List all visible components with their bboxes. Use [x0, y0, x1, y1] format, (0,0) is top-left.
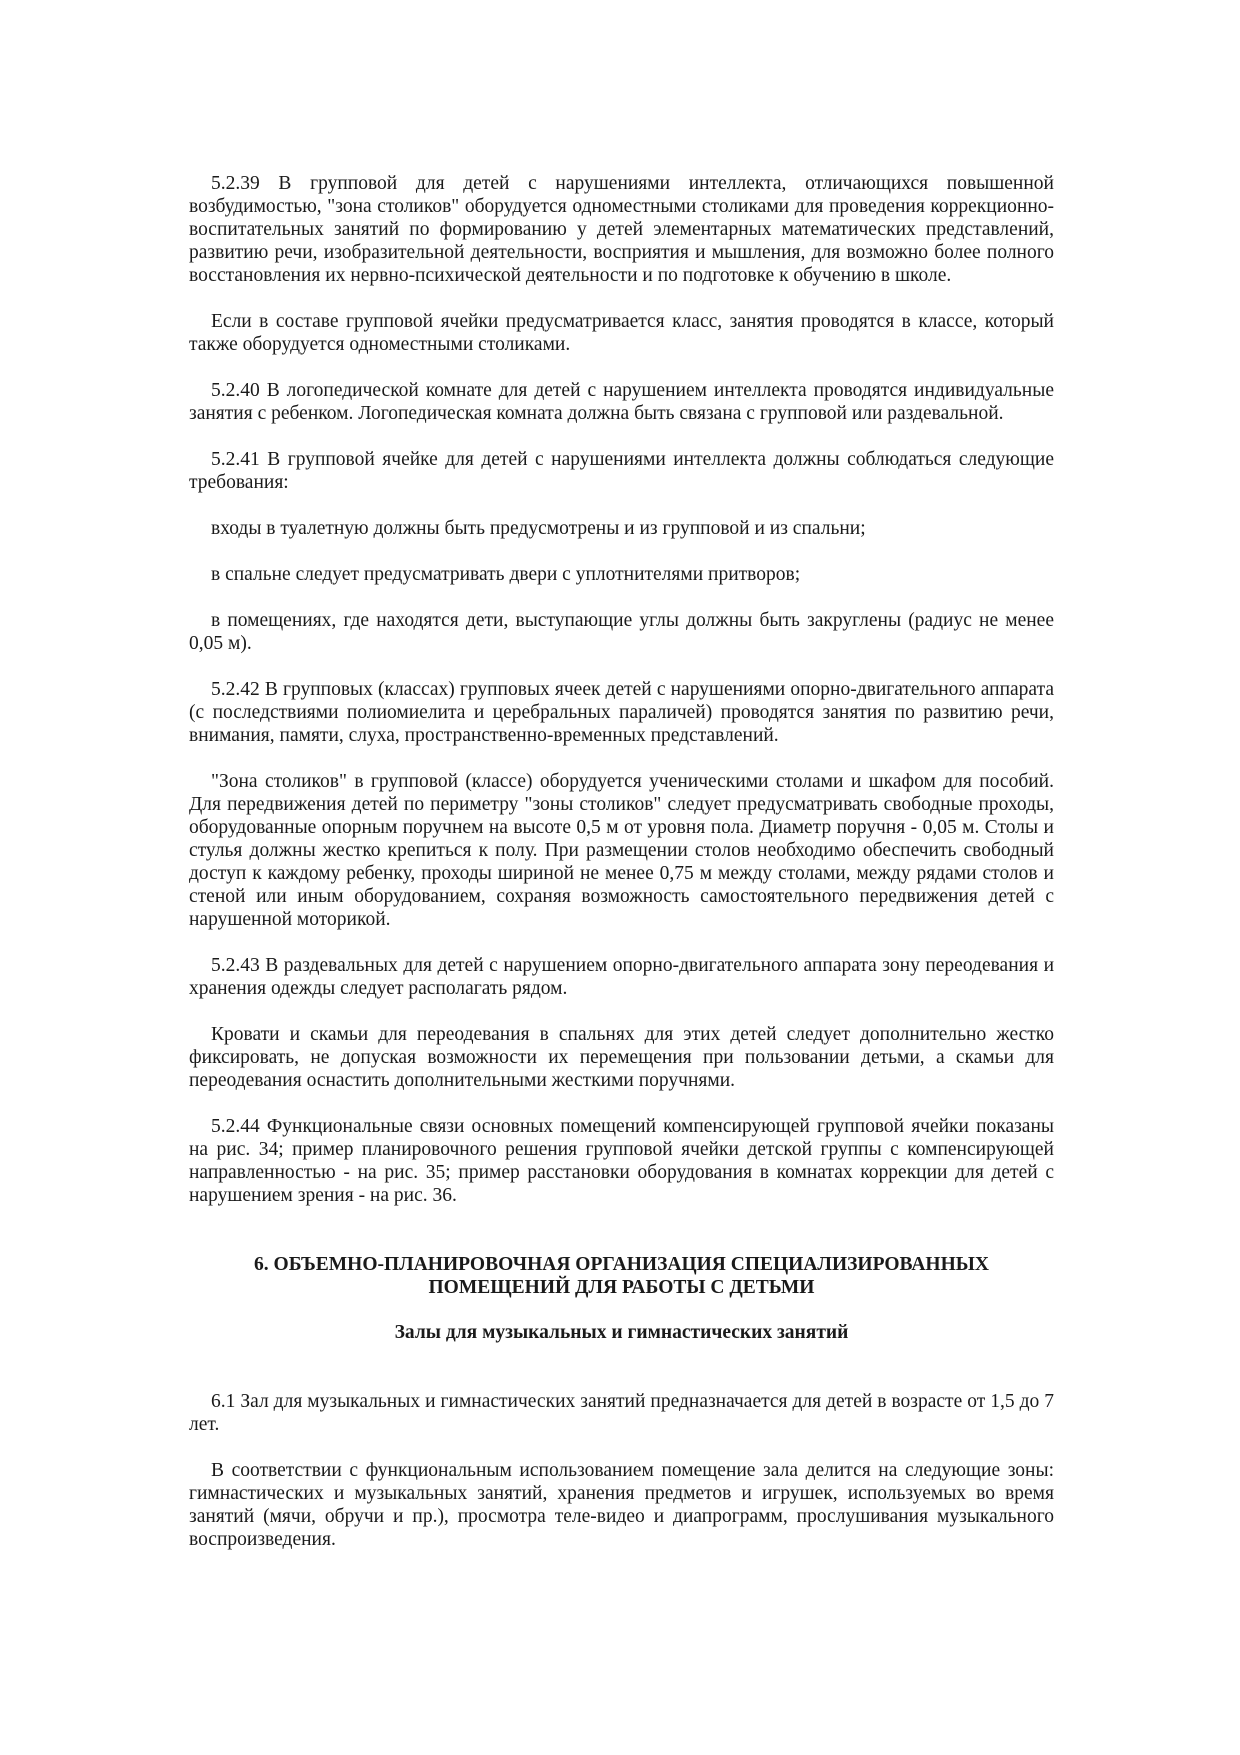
- requirement-item-toilet-entrances: входы в туалетную должны быть предусмотрены и из групповой и из спальни;: [211, 518, 866, 539]
- paragraph-5-2-43: 5.2.43 В раздевальных для детей с нарушением опорно-двигательного аппарата зону переодевания и хранения одежды следует располагать рядом.: [189, 955, 1054, 999]
- requirement-item-rounded-corners: в помещениях, где находятся дети, выступающие углы должны быть закруглены (радиус не менее 0,05 м).: [189, 610, 1054, 654]
- paragraph-5-2-40: 5.2.40 В логопедической комнате для детей с нарушением интеллекта проводятся индивидуальные занятия с ребенком. Логопедическая комната должна быть связана с групповой или раздевальной.: [189, 380, 1054, 424]
- paragraph-6-1: 6.1 Зал для музыкальных и гимнастических занятий предназначается для детей в возрасте от 1,5 до 7 лет.: [189, 1391, 1054, 1435]
- paragraph-beds-benches: Кровати и скамьи для переодевания в спальнях для этих детей следует дополнительно жестко фиксировать, не допуская возможности их перемещения при пользовании детьми, а скамьи для переодевания оснастить дополнительными жесткими поручнями.: [189, 1024, 1054, 1091]
- subsection-heading: Залы для музыкальных и гимнастических занятий: [394, 1322, 849, 1343]
- paragraph-5-2-39: 5.2.39 В групповой для детей с нарушениями интеллекта, отличающихся повышенной возбудимостью, "зона столиков" оборудуется одноместными столиками для проведения коррекционно-воспитательных занятий по формированию у детей элементарных математических представлений, развитию речи, изобразительной деятельности, восприятия и мышления, для возможно более полного восстановления их нервно-психической деятельности и по подготовке к обучению в школе.: [189, 173, 1054, 286]
- section-heading: 6. ОБЪЕМНО-ПЛАНИРОВОЧНАЯ ОРГАНИЗАЦИЯ СПЕЦИАЛИЗИРОВАННЫХ ПОМЕЩЕНИЙ ДЛЯ РАБОТЫ С ДЕТЬМИ: [254, 1254, 989, 1298]
- requirement-item-bedroom-doors: в спальне следует предусматривать двери с уплотнителями притворов;: [211, 564, 801, 585]
- paragraph-hall-zones: В соответствии с функциональным использованием помещение зала делится на следующие зоны: гимнастических и музыкальных занятий, хранения предметов и игрушек, используемых во время занятий (мячи, обручи и пр.), просмотра теле-видео и диапрограмм, прослушивания музыкального воспроизведения.: [189, 1460, 1054, 1550]
- paragraph-tables-zone: "Зона столиков" в групповой (классе) оборудуется ученическими столами и шкафом для пособий. Для передвижения детей по периметру "зоны столиков" следует предусматривать свободные проходы, оборудованные опорным поручнем на высоте 0,5 м от уровня пола. Диаметр поручня - 0,05 м. Столы и стулья должны жестко крепиться к полу. При размещении столов необходимо обеспечить свободный доступ к каждому ребенку, проходы шириной не менее 0,75 м между столами, между рядами столов и стеной или иным оборудованием, сохраняя возможность самостоятельного передвижения детей с нарушенной моторикой.: [189, 771, 1054, 930]
- paragraph-5-2-41: 5.2.41 В групповой ячейке для детей с нарушениями интеллекта должны соблюдаться следующие требования:: [189, 449, 1054, 493]
- document-page: [189, 172, 1054, 1574]
- paragraph-5-2-44: 5.2.44 Функциональные связи основных помещений компенсирующей групповой ячейки показаны на рис. 34; пример планировочного решения групповой ячейки детской группы с компенсирующей направленностью - на рис. 35; пример расстановки оборудования в комнатах коррекции для детей с нарушением зрения - на рис. 36.: [189, 1116, 1054, 1206]
- paragraph-class-note: Если в составе групповой ячейки предусматривается класс, занятия проводятся в классе, который также оборудуется одноместными столиками.: [189, 311, 1054, 355]
- paragraph-5-2-42: 5.2.42 В групповых (классах) групповых ячеек детей с нарушениями опорно-двигательного аппарата (с последствиями полиомиелита и церебральных параличей) проводятся занятия по развитию речи, внимания, памяти, слуха, пространственно-временных представлений.: [189, 679, 1054, 746]
